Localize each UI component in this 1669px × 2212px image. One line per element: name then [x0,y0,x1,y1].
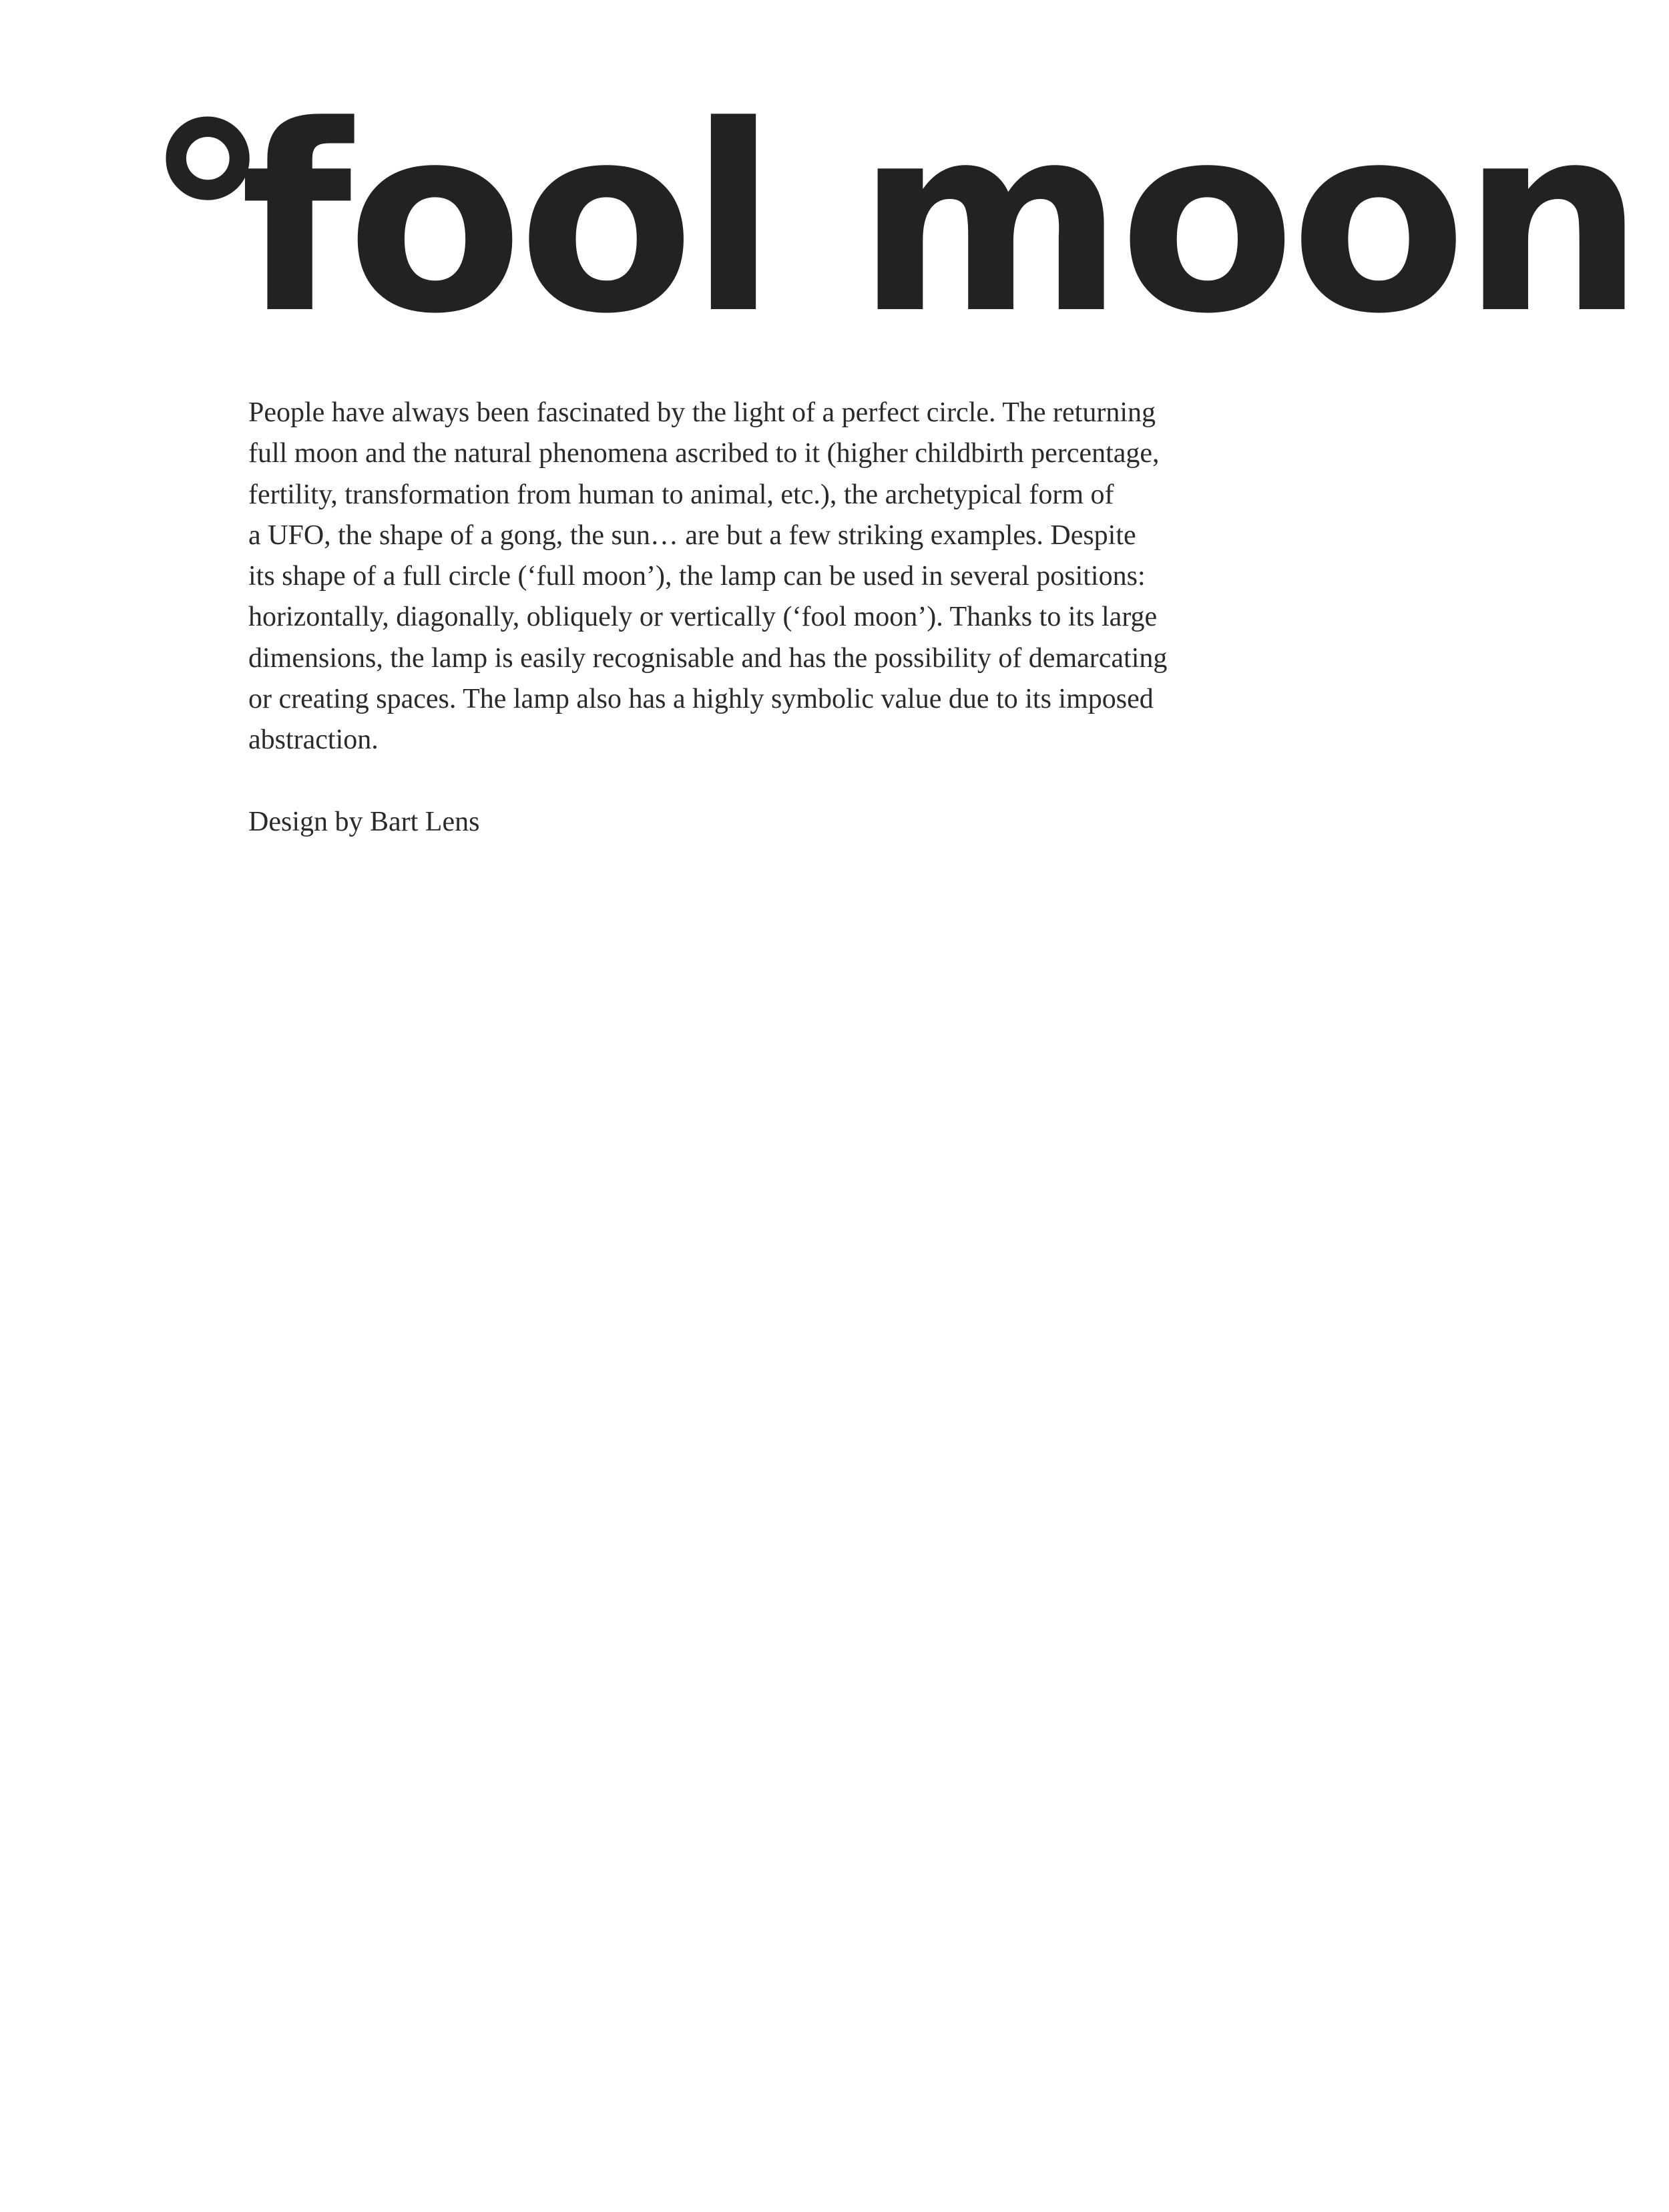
paragraph-line: full moon and the natural phenomena ascribed to it (higher childbirth percentage, [248,438,1160,469]
paragraph-line: abstraction. [248,724,379,756]
paragraph-line: its shape of a full circle (‘full moon’), the lamp can be used in several positions: [248,561,1146,592]
degree-symbol: ° [144,70,267,370]
description-block [248,393,1276,843]
paragraph-line: horizontally, diagonally, obliquely or vertically (‘fool moon’). Thanks to its large [248,602,1158,633]
title-text: fool moon [240,70,1640,370]
paragraph-line: dimensions, the lamp is easily recognisable and has the possibility of demarcating [248,642,1168,674]
paragraph-line: fertility, transformation from human to animal, etc.), the archetypical form of [248,479,1114,510]
paragraph-line: People have always been fascinated by the light of a perfect circle. The returning [248,397,1156,428]
designer-credit: Design by Bart Lens [248,806,480,837]
page-title [144,70,1640,370]
paragraph-line: or creating spaces. The lamp also has a highly symbolic value due to its imposed [248,684,1154,715]
paragraph-line: a UFO, the shape of a gong, the sun… are but a few striking examples. Despite [248,519,1136,551]
paragraph-spacer [248,761,1276,802]
